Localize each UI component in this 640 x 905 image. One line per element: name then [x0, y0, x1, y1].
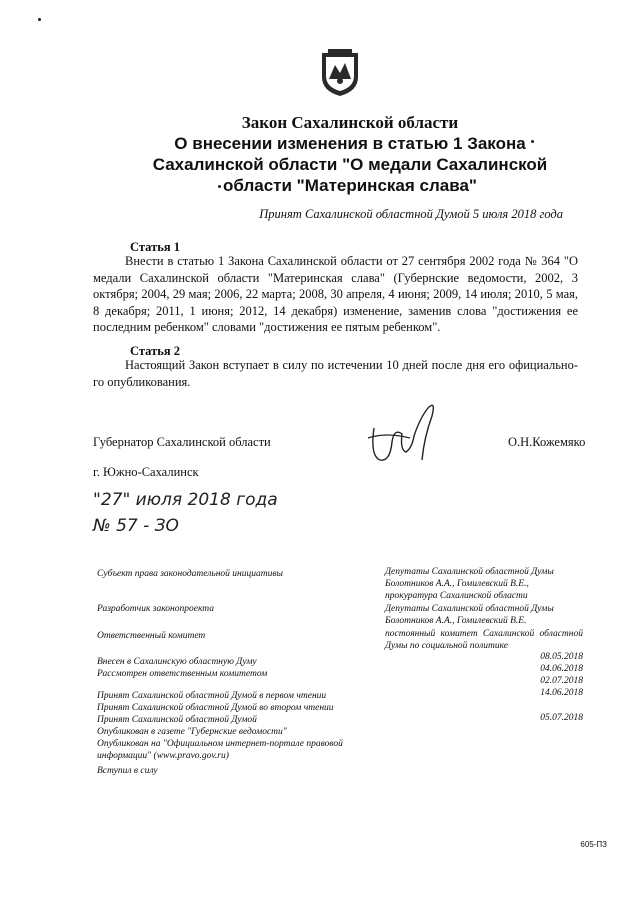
meta-value-committee: постоянный комитет Сахалинской областной Думы по социальной политике	[385, 629, 583, 651]
law-subtitle-line-1: О внесении изменения в статью 1 Закона	[174, 134, 526, 153]
adoption-note: Принят Сахалинской областной Думой 5 июля 2018 года	[259, 207, 563, 221]
scan-dot	[218, 185, 221, 188]
meta-label-second-reading: Принят Сахалинской областной Думой во втором чтении	[97, 703, 334, 713]
meta-label-reviewed: Рассмотрен ответственным комитетом	[97, 669, 268, 679]
meta-label-submitted: Внесен в Сахалинскую областную Думу	[97, 657, 257, 667]
city: г. Южно-Сахалинск	[93, 465, 199, 479]
law-subtitle-line-2: Сахалинской области "О медали Сахалинской	[152, 155, 548, 174]
article-1-text: Внести в статью 1 Закона Сахалинской области от 27 сентября 2002 года № 364 "О медали Сахалинской области "Материнская слава" (Губернские ведомости, 2002, 3 октября; 2004, 29 мая; 2006, 22 марта; 2008, 30 апреля, 4 июня; 2009, 14 июля; 2010, 5 мая, 8 декабря; 2011, 1 июня; 2012, 14 декабря) изменение, заменив слова "достижения ее последним ребенком" словами "достижения ее пятым ребенком".	[93, 254, 578, 334]
meta-label-initiative: Субъект права законодательной инициативы	[97, 569, 283, 579]
meta-date-submitted: 08.05.2018	[540, 652, 583, 662]
meta-label-published-newspaper: Опубликован в газете "Губернские ведомости"	[97, 727, 287, 737]
meta-value-initiative: Депутаты Сахалинской областной Думы Болотников А.А., Гомилевский В.Е., прокуратура Сахалинской области	[385, 567, 554, 601]
handwritten-law-number: № 57 - ЗО	[93, 516, 179, 536]
meta-label-entered-force: Вступил в силу	[97, 766, 158, 776]
meta-date-first-reading: 02.07.2018	[540, 676, 583, 686]
meta-date-second-reading: 14.06.2018	[540, 688, 583, 698]
article-2-heading: Статья 2	[130, 344, 180, 358]
law-title-block	[100, 113, 600, 196]
meta-label-adopted: Принят Сахалинской областной Думой	[97, 715, 257, 725]
article-2-text: Настоящий Закон вступает в силу по истечении 10 дней после дня его официально-го опубликования.	[93, 358, 578, 389]
meta-value-developer: Депутаты Сахалинской областной Думы Болотников А.А., Гомилевский В.Е.	[385, 604, 554, 626]
meta-label-first-reading: Принят Сахалинской областной Думой в первом чтении	[97, 691, 327, 701]
scan-dot	[38, 18, 41, 21]
article-1-heading: Статья 1	[130, 240, 180, 254]
law-title: Закон Сахалинской области	[241, 113, 459, 132]
coat-of-arms-icon	[319, 47, 361, 97]
meta-label-committee: Ответственный комитет	[97, 631, 206, 641]
handwritten-date: "27" июля 2018 года	[93, 490, 278, 510]
law-subtitle-line-3: области "Материнская слава"	[223, 176, 477, 195]
meta-label-developer: Разработчик законопроекта	[97, 604, 215, 614]
governor-name: О.Н.Кожемяко	[508, 435, 586, 449]
governor-signature	[366, 398, 458, 470]
form-code: 605-ПЗ	[580, 840, 607, 849]
meta-date-reviewed: 04.06.2018	[540, 664, 583, 674]
meta-date-adopted: 05.07.2018	[540, 713, 583, 723]
governor-position: Губернатор Сахалинской области	[93, 435, 271, 449]
meta-label-published-portal: Опубликован на "Официальном интернет-портале правовой информации" (www.pravo.gov.ru)	[97, 739, 343, 761]
scan-dot	[531, 140, 534, 143]
